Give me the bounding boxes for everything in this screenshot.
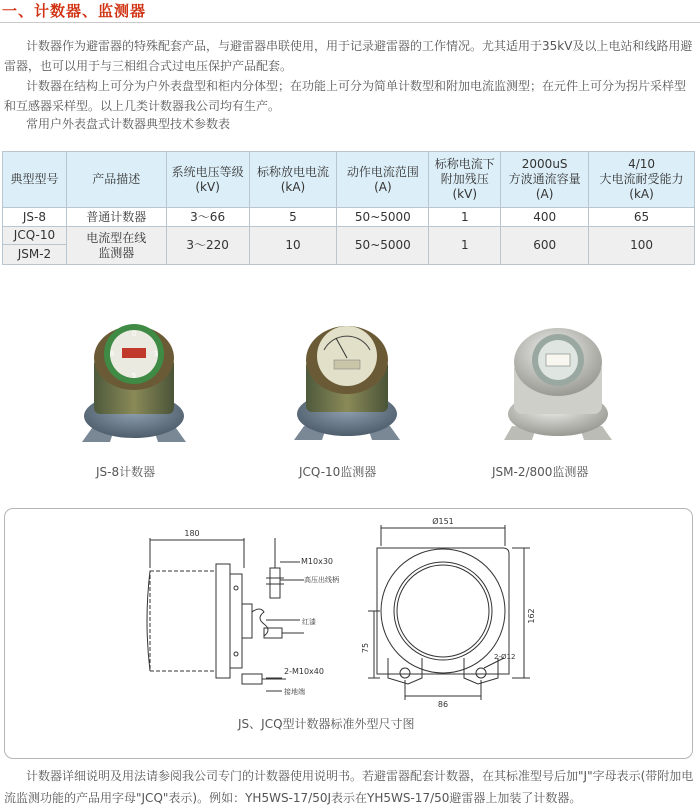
cell-model: JCQ-10 (3, 227, 67, 245)
js8-counter-photo (78, 320, 190, 446)
header-line: 附加残压 (440, 172, 489, 186)
cell-desc: 普通计数器 (66, 208, 166, 227)
desc-line: 电流型在线 (86, 230, 147, 245)
section-title: 一、计数器、监测器 (2, 2, 147, 20)
dim162-label: 162 (527, 608, 536, 624)
dim86-label: 86 (437, 700, 449, 709)
table-header-row (3, 152, 695, 208)
cell-withstand: 65 (589, 208, 695, 227)
spec-table (2, 151, 695, 265)
table-header-cell (166, 152, 249, 208)
cell-current: 5 (249, 208, 337, 227)
table-header-cell (3, 152, 67, 208)
jsm2-monitor-photo (502, 322, 614, 446)
header-line: 系统电压等级 (171, 164, 244, 179)
m10x30-label: M10x30 (301, 557, 333, 566)
hv-lead-label: 高压出线柄 (304, 576, 339, 584)
photo-caption: JS-8计数器 (96, 465, 156, 479)
header-line: 产品描述 (92, 172, 141, 186)
header-line: (kV) (452, 187, 478, 201)
title-divider (0, 22, 700, 23)
dim-180-label: 180 (184, 529, 200, 538)
dia151-label: Ø151 (432, 517, 454, 526)
cell-range: 50~5000 (337, 227, 429, 265)
ground-label: 接地端 (284, 688, 305, 696)
svg-text:3: 3 (153, 350, 159, 358)
photo-caption: JCQ-10监测器 (299, 465, 377, 479)
header-line: 大电流耐受能力 (599, 172, 684, 186)
footer-paragraph: 计数器详细说明及用法请参阅我公司专门的计数器使用说明书。若避雷器配套计数器，在其标准型号后加"J"字母表示(带附加电流监测功能的产品用字母"JCQ"表示)。例如：YH5WS-17/50J表示在YH5WS-17/50避雷器上加装了计数器。 (4, 769, 694, 805)
table-header-cell (589, 152, 695, 208)
header-line: 标称放电电流 (256, 164, 329, 179)
red-cap-label: 红漆 (302, 618, 316, 626)
cell-range: 50~5000 (337, 208, 429, 227)
dimension-drawing (4, 508, 693, 713)
table-header-cell (249, 152, 337, 208)
cell-model: JS-8 (3, 208, 67, 227)
cell-voltage: 3～66 (166, 208, 249, 227)
cell-square: 600 (501, 227, 589, 265)
drawing-caption: JS、JCQ型计数器标准外型尺寸图 (238, 717, 415, 731)
m10x40-label: 2-M10x40 (284, 667, 324, 676)
table-header-cell (66, 152, 166, 208)
header-line: 动作电流范围 (346, 164, 419, 179)
header-line: (kV) (195, 179, 220, 194)
table-row (3, 227, 695, 245)
table-row (3, 208, 695, 227)
table-header-cell (501, 152, 589, 208)
table-header-cell (337, 152, 429, 208)
table-caption: 常用户外表盘式计数器典型技术参数表 (26, 117, 231, 131)
header-line: 4/10 (628, 157, 656, 171)
cell-current: 10 (249, 227, 337, 265)
intro-paragraph-1: 计数器作为避雷器的特殊配套产品，与避雷器串联使用，用于记录避雷器的工作情况。尤其适用于35kV及以上电站和线路用避雷器，也可以用于与三相组合式过电压保护产品配套。 (4, 39, 693, 73)
header-line: (A) (374, 179, 392, 194)
cell-desc (66, 227, 166, 265)
header-line: 标称电流下 (434, 157, 495, 171)
header-line: (A) (535, 187, 554, 201)
header-line: (kA) (280, 179, 306, 194)
desc-line: 监测器 (98, 245, 135, 260)
svg-text:8: 8 (109, 350, 115, 358)
holes-label: 2-Ø12 (494, 653, 516, 661)
intro-paragraph-2: 计数器在结构上可分为户外表盘型和柜内分体型；在功能上可分为简单计数型和附加电流监测型；在元件上可分为拐片采样型和互感器采样型。以上几类计数器我公司均有生产。 (4, 79, 687, 113)
svg-text:0: 0 (131, 330, 137, 338)
header-line: 2000uS (521, 157, 568, 171)
cell-residual: 1 (429, 227, 501, 265)
dim75-label: 75 (361, 642, 370, 654)
table-header-cell (429, 152, 501, 208)
cell-model: JSM-2 (3, 245, 67, 265)
cell-square: 400 (501, 208, 589, 227)
jcq10-monitor-photo (292, 320, 402, 446)
svg-text:5: 5 (131, 372, 137, 380)
photo-caption: JSM-2/800监测器 (492, 465, 589, 479)
header-line: 方波通流容量 (508, 172, 581, 186)
cell-withstand: 100 (589, 227, 695, 265)
cell-voltage: 3～220 (166, 227, 249, 265)
header-line: (kA) (629, 187, 654, 201)
cell-residual: 1 (429, 208, 501, 227)
header-line: 典型型号 (10, 172, 59, 186)
